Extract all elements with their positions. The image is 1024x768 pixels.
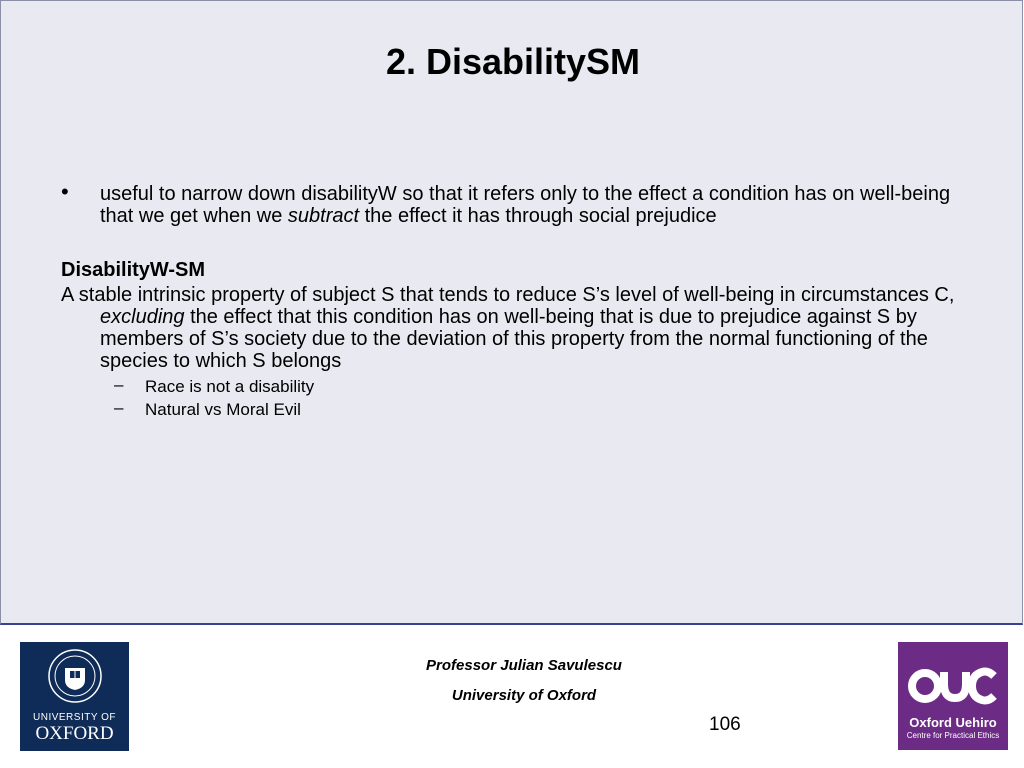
uehiro-logo bbox=[898, 642, 1008, 750]
page-number: 106 bbox=[709, 714, 741, 735]
oxford-logo-line2: OXFORD bbox=[35, 723, 114, 744]
bullet-icon: • bbox=[61, 179, 69, 204]
bullet-text-end: the effect it has through social prejudice bbox=[359, 205, 717, 227]
slide-body bbox=[61, 179, 966, 421]
institution-name: University of Oxford bbox=[451, 687, 597, 704]
bullet-emphasis: subtract bbox=[287, 205, 360, 227]
sub-bullet-list bbox=[61, 375, 966, 421]
definition-text-end: the effect that this condition has on well-being that is due to prejudice against S by members of S’s society due to the deviation of this property from the normal functioning of the species to which S belongs bbox=[100, 306, 928, 372]
bullet-text-start: useful to narrow down disabilityW so that it refers only to the effect a condition has on well-being that we get when we bbox=[100, 183, 951, 227]
oxford-logo-line1: UNIVERSITY OF bbox=[33, 712, 116, 723]
dash-icon: – bbox=[114, 398, 124, 417]
definition-text bbox=[61, 284, 966, 372]
uehiro-logo-line2: Centre for Practical Ethics bbox=[906, 731, 1000, 740]
dash-icon: – bbox=[114, 375, 124, 394]
uehiro-logo-line1: Oxford Uehiro bbox=[909, 715, 997, 730]
sub-bullet-item bbox=[114, 398, 966, 421]
slide-title: 2. DisabilitySM bbox=[385, 41, 641, 82]
bullet-item bbox=[61, 179, 966, 227]
definition-heading: DisabilityW-SM bbox=[61, 259, 206, 281]
presenter-name: Professor Julian Savulescu bbox=[426, 657, 622, 674]
uehiro-mark-icon bbox=[898, 642, 1008, 712]
definition-text-start: A stable intrinsic property of subject S that tends to reduce S’s level of well-being in circumstances C, bbox=[61, 284, 955, 306]
sub-bullet-text: Natural vs Moral Evil bbox=[145, 400, 301, 419]
sub-bullet-item bbox=[114, 375, 966, 398]
sub-bullet-text: Race is not a disability bbox=[145, 377, 315, 396]
definition-emphasis: excluding bbox=[100, 306, 185, 328]
